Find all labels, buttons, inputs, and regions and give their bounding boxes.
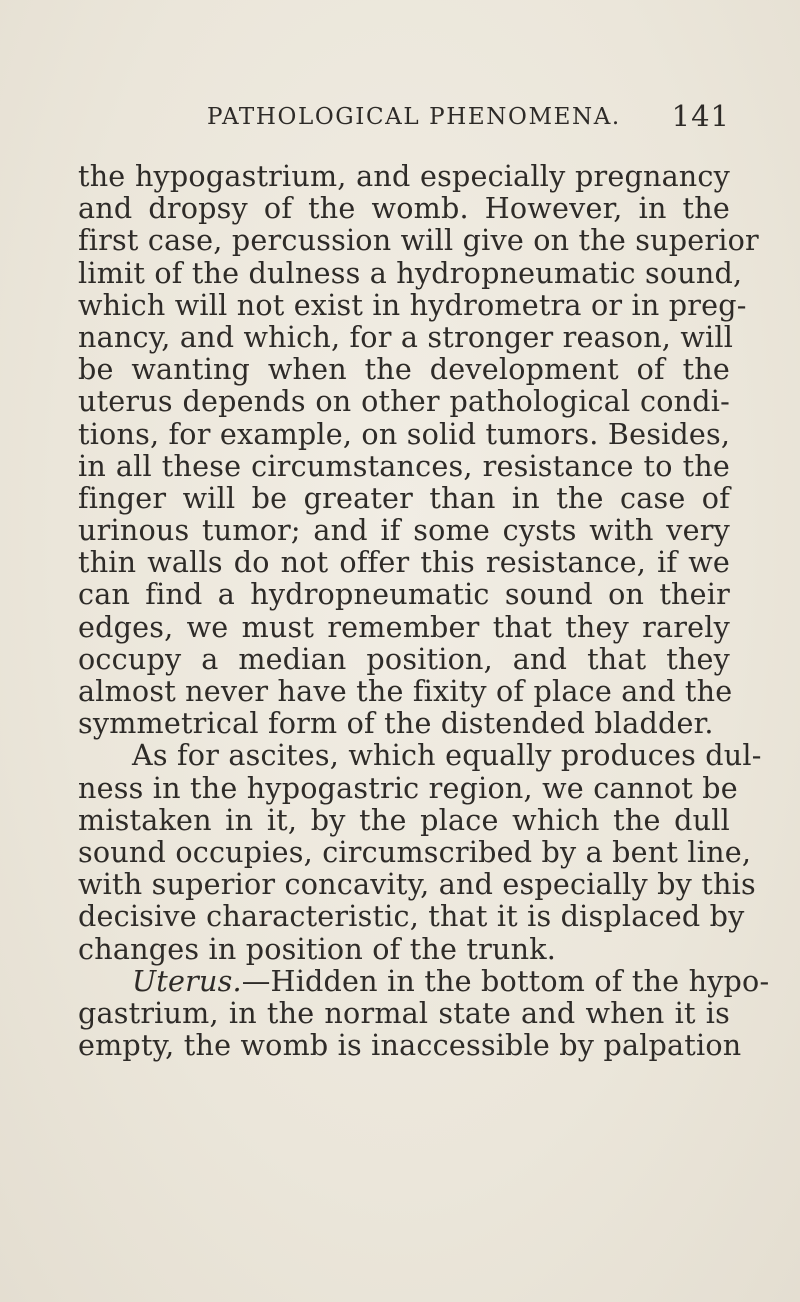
section-term: Uterus. <box>132 963 242 998</box>
text-line: nancy, and which, for a stronger reason, will <box>78 319 734 354</box>
text-line: tions, for example, on solid tumors. Besides, <box>78 416 731 451</box>
text-line: gastrium, in the normal state and when it is <box>78 995 730 1030</box>
text-line: the hypogastrium, and especially pregnancy <box>78 159 730 193</box>
text-line: thin walls do not offer this resistance, if we <box>78 545 730 580</box>
text-line: decisive characteristic, that it is displaced by <box>78 899 745 934</box>
text-line: limit of the dulness a hydropneumatic sound, <box>78 255 743 290</box>
text-line: almost never have the fixity of place and the <box>78 674 733 708</box>
text-line: sound occupies, circumscribed by a bent line, <box>78 834 752 869</box>
text-line: can find a hydropneumatic sound on their <box>78 577 730 612</box>
text-line: edges, we must remember that they rarely <box>78 609 730 644</box>
text-line: As for ascites, which equally produces dul- <box>132 738 762 773</box>
section-text: —Hidden in the bottom of the hypo- <box>241 963 770 998</box>
text-line: occupy a median position, and that they <box>78 641 730 676</box>
text-line: with superior concavity, and especially by this <box>78 867 756 902</box>
text-line: uterus depends on other pathological condi- <box>78 384 730 419</box>
text-line: finger will be greater than in the case of <box>78 480 730 515</box>
body-text <box>78 159 770 1063</box>
text-line: in all these circumstances, resistance to the <box>78 448 730 483</box>
text-line: first case, percussion will give on the superior <box>78 223 759 258</box>
text-line: be wanting when the development of the <box>78 352 730 387</box>
text-line: urinous tumor; and if some cysts with very <box>78 513 730 548</box>
text-line: which will not exist in hydrometra or in preg- <box>78 287 747 322</box>
page-header <box>207 100 730 140</box>
page-number: 141 <box>671 99 730 133</box>
text-line <box>78 963 770 998</box>
running-head: PATHOLOGICAL PHENOMENA. <box>207 104 621 130</box>
text-line: ness in the hypogastric region, we cannot be <box>78 770 738 805</box>
text-line: mistaken in it, by the place which the dull <box>78 802 730 837</box>
text-line: changes in position of the trunk. <box>78 931 557 966</box>
text-line: empty, the womb is inaccessible by palpation <box>78 1028 742 1063</box>
text-line: and dropsy of the womb. However, in the <box>78 191 730 226</box>
text-line: symmetrical form of the distended bladder. <box>78 706 714 741</box>
